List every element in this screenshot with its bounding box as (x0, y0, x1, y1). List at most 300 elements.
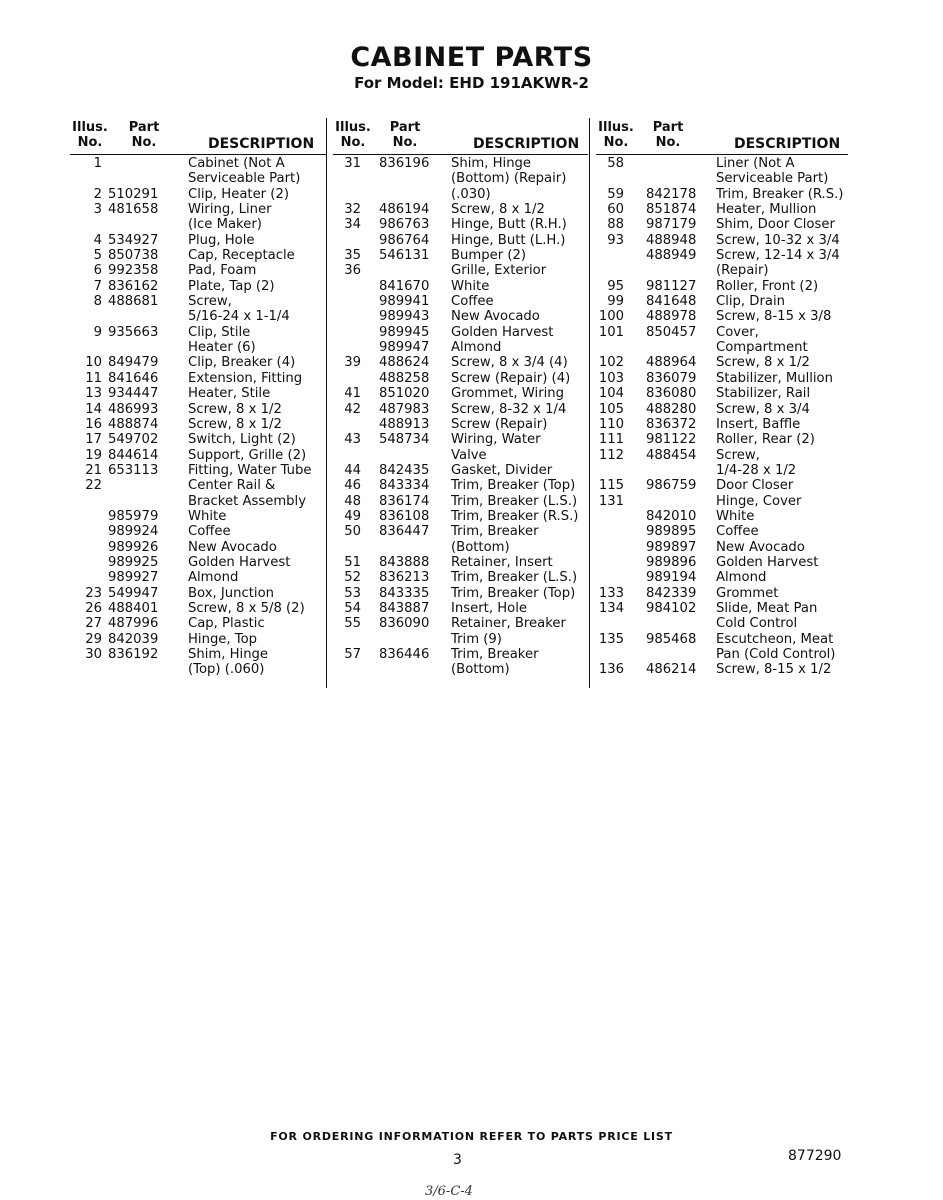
part-description: Shim, Hinge (451, 156, 532, 171)
part-number: 985979 (108, 508, 159, 524)
handwritten-note: 3/6-C-4 (425, 1184, 473, 1199)
part-description: Pan (Cold Control) (716, 647, 836, 662)
illus-number: 53 (344, 585, 361, 601)
table-row (70, 632, 326, 647)
part-description: Shim, Hinge (188, 647, 269, 662)
part-number: 989941 (379, 294, 430, 310)
part-number: 549947 (108, 585, 159, 601)
table-row (70, 355, 326, 370)
illus-number: 110 (598, 416, 624, 432)
part-number: 488280 (646, 401, 697, 417)
part-number: 836108 (379, 508, 430, 524)
part-number: 836446 (379, 647, 430, 662)
part-description: Trim, Breaker (Top) (451, 478, 576, 494)
part-description: Clip, Drain (716, 294, 785, 310)
table-row (333, 448, 588, 463)
table-row (333, 432, 588, 447)
table-row (333, 171, 588, 186)
table-row (333, 263, 588, 278)
table-row (333, 478, 588, 493)
part-description: Screw, 8-15 x 3/8 (716, 309, 832, 325)
table-row (70, 448, 326, 463)
table-row (333, 402, 588, 417)
part-number: 488454 (646, 447, 697, 463)
part-description: Golden Harvest (451, 324, 554, 340)
table-row (333, 555, 588, 570)
table-row (333, 417, 588, 432)
illus-number: 60 (607, 202, 624, 218)
part-description: Support, Grille (2) (188, 447, 307, 463)
table-row (333, 217, 588, 232)
part-number: 987179 (646, 217, 697, 233)
part-number: 841646 (108, 370, 159, 386)
column-header (333, 118, 588, 155)
illus-number: 48 (344, 493, 361, 509)
part-description: Almond (188, 570, 239, 586)
part-number: 488681 (108, 294, 159, 310)
part-number: 849479 (108, 355, 159, 371)
part-description: Roller, Front (2) (716, 278, 819, 294)
part-description: Retainer, Insert (451, 554, 553, 570)
part-description: Bracket Assembly (188, 493, 307, 509)
part-description: Switch, Light (2) (188, 432, 296, 448)
part-description: Center Rail & (188, 478, 276, 494)
part-description: Cabinet (Not A (188, 156, 285, 171)
illus-number: 36 (344, 263, 361, 279)
illus-number: 2 (93, 186, 102, 202)
part-number: 843335 (379, 585, 430, 601)
table-row (70, 279, 326, 294)
part-number: 989924 (108, 524, 159, 540)
part-number: 989926 (108, 539, 159, 555)
table-row (70, 432, 326, 447)
part-number: 841648 (646, 294, 697, 310)
part-description: Compartment (716, 340, 808, 356)
part-description: Screw, 8 x 1/2 (188, 401, 282, 417)
part-number: 851020 (379, 386, 430, 402)
illus-number: 14 (85, 401, 102, 417)
illus-number: 17 (85, 432, 102, 448)
part-description: Clip, Breaker (4) (188, 355, 296, 371)
parts-rows (333, 155, 588, 678)
part-number: 488978 (646, 309, 697, 325)
part-number: 981122 (646, 432, 697, 448)
illus-number: 26 (85, 600, 102, 616)
illus-number: 10 (85, 355, 102, 371)
part-description: Hinge, Butt (L.H.) (451, 232, 566, 248)
illus-number: 8 (93, 294, 102, 310)
part-number: 836372 (646, 416, 697, 432)
part-number: 981127 (646, 278, 697, 294)
part-description: Grommet, Wiring (451, 386, 565, 402)
illus-number: 103 (598, 370, 624, 386)
table-row (70, 294, 326, 309)
table-row (333, 662, 588, 677)
table-row (333, 340, 588, 355)
part-description: Hinge, Top (188, 631, 258, 647)
table-row (70, 340, 326, 355)
part-description: Clip, Heater (2) (188, 186, 289, 202)
part-number: 836090 (379, 616, 430, 632)
table-row (596, 417, 848, 432)
part-number: 836213 (379, 570, 430, 586)
parts-column-2 (333, 118, 588, 678)
illus-number: 41 (344, 386, 361, 402)
part-number: 989895 (646, 524, 697, 540)
part-description: Trim (9) (451, 631, 502, 647)
part-number: 488258 (379, 370, 430, 386)
column-divider (589, 118, 590, 688)
illus-number: 57 (344, 647, 361, 662)
table-row (333, 233, 588, 248)
part-number: 989925 (108, 554, 159, 570)
part-description: Screw, 8-15 x 1/2 (716, 662, 832, 678)
table-row (70, 570, 326, 585)
table-row (70, 555, 326, 570)
part-description: Trim, Breaker (L.S.) (451, 493, 578, 509)
part-number: 986764 (379, 232, 430, 248)
part-description: Escutcheon, Meat (716, 631, 834, 647)
part-number: 488913 (379, 416, 430, 432)
part-description: Plate, Tap (2) (188, 278, 275, 294)
part-number: 984102 (646, 600, 697, 616)
part-number: 989194 (646, 570, 697, 586)
part-description: Golden Harvest (188, 554, 291, 570)
table-row (596, 432, 848, 447)
illus-number: 44 (344, 462, 361, 478)
illus-number: 134 (598, 600, 624, 616)
part-description: Insert, Hole (451, 600, 527, 616)
part-number: 486993 (108, 401, 159, 417)
illus-number: 104 (598, 386, 624, 402)
table-row (70, 540, 326, 555)
table-row (333, 524, 588, 539)
table-row (70, 248, 326, 263)
part-description: Screw, 12-14 x 3/4 (716, 248, 840, 264)
illus-number: 30 (85, 647, 102, 662)
illus-number: 54 (344, 600, 361, 616)
illus-number: 42 (344, 401, 361, 417)
illus-number: 52 (344, 570, 361, 586)
description-header: DESCRIPTION (473, 136, 580, 152)
ordering-info-footer: FOR ORDERING INFORMATION REFER TO PARTS PRICE LIST (270, 1130, 673, 1143)
table-row (333, 325, 588, 340)
part-number: 836192 (108, 647, 159, 662)
table-row (70, 417, 326, 432)
description-header: DESCRIPTION (734, 136, 841, 152)
part-description: Trim, Breaker (R.S.) (451, 508, 579, 524)
part-description: Door Closer (716, 478, 794, 494)
part-description: Bumper (2) (451, 248, 527, 264)
part-header: Part No. (128, 120, 160, 150)
part-description: (Bottom) (451, 662, 510, 678)
part-description: New Avocado (716, 539, 805, 555)
part-number: 992358 (108, 263, 159, 279)
part-number: 989945 (379, 324, 430, 340)
part-description: Trim, Breaker (Top) (451, 585, 576, 601)
illus-number: 19 (85, 447, 102, 463)
part-number: 989897 (646, 539, 697, 555)
part-description: 5/16-24 x 1-1/4 (188, 309, 290, 325)
table-row (70, 478, 326, 493)
part-description: Heater (6) (188, 340, 256, 356)
part-description: (Bottom) (Repair) (451, 171, 567, 187)
illus-number: 21 (85, 462, 102, 478)
part-description: Pad, Foam (188, 263, 257, 279)
part-description: White (451, 278, 490, 294)
table-row (333, 586, 588, 601)
table-row (596, 540, 848, 555)
part-description: Grommet (716, 585, 779, 601)
part-number: 935663 (108, 324, 159, 340)
part-number: 986759 (646, 478, 697, 494)
illus-number: 99 (607, 294, 624, 310)
part-description: Stabilizer, Mullion (716, 370, 833, 386)
part-number: 836080 (646, 386, 697, 402)
table-row (596, 325, 848, 340)
description-header: DESCRIPTION (208, 136, 315, 152)
part-description: Screw (Repair) (451, 416, 548, 432)
table-row (596, 570, 848, 585)
table-row (70, 202, 326, 217)
table-row (596, 279, 848, 294)
table-row (70, 386, 326, 401)
table-row (333, 494, 588, 509)
table-row (70, 263, 326, 278)
illus-number: 5 (93, 248, 102, 264)
table-row (333, 386, 588, 401)
table-row (70, 325, 326, 340)
part-number: 989896 (646, 554, 697, 570)
table-row (333, 509, 588, 524)
part-description: New Avocado (451, 309, 540, 325)
illus-number: 34 (344, 217, 361, 233)
table-row (333, 294, 588, 309)
part-number: 836196 (379, 156, 430, 171)
part-description: Screw, 8 x 3/4 (4) (451, 355, 568, 371)
illus-number: 105 (598, 401, 624, 417)
part-description: Liner (Not A (716, 156, 795, 171)
part-description: Trim, Breaker (451, 524, 539, 540)
table-row (596, 217, 848, 232)
table-row (596, 448, 848, 463)
part-description: Screw, (188, 294, 232, 310)
part-description: (Ice Maker) (188, 217, 262, 233)
table-row (596, 524, 848, 539)
column-header (70, 118, 326, 155)
table-row (70, 156, 326, 171)
part-number: 842435 (379, 462, 430, 478)
part-description: Trim, Breaker (451, 647, 539, 662)
illus-number: 49 (344, 508, 361, 524)
table-row (333, 355, 588, 370)
part-description: Fitting, Water Tube (188, 462, 312, 478)
part-number: 546131 (379, 248, 430, 264)
part-description: Retainer, Breaker (451, 616, 566, 632)
part-description: Coffee (716, 524, 759, 540)
illus-number: 112 (598, 447, 624, 463)
part-description: (Repair) (716, 263, 769, 279)
table-row (70, 233, 326, 248)
table-row (596, 248, 848, 263)
illus-number: 55 (344, 616, 361, 632)
illus-number: 16 (85, 416, 102, 432)
part-number: 989947 (379, 340, 430, 356)
part-number: 836079 (646, 370, 697, 386)
illus-number: 135 (598, 631, 624, 647)
table-row (70, 586, 326, 601)
table-row (333, 570, 588, 585)
illus-number: 9 (93, 324, 102, 340)
table-row (596, 294, 848, 309)
part-number: 488948 (646, 232, 697, 248)
part-number: 487996 (108, 616, 159, 632)
illus-number: 133 (598, 585, 624, 601)
part-description: Serviceable Part) (188, 171, 301, 187)
illus-number: 136 (598, 662, 624, 678)
part-description: Coffee (451, 294, 494, 310)
table-row (596, 386, 848, 401)
table-row (596, 371, 848, 386)
part-description: Cover, (716, 324, 759, 340)
illus-header: Illus. No. (598, 120, 634, 150)
part-description: 1/4-28 x 1/2 (716, 462, 797, 478)
table-row (333, 156, 588, 171)
part-number: 510291 (108, 186, 159, 202)
part-description: Cold Control (716, 616, 798, 632)
table-row (70, 601, 326, 616)
illus-number: 13 (85, 386, 102, 402)
illus-number: 59 (607, 186, 624, 202)
table-row (70, 647, 326, 662)
illus-number: 29 (85, 631, 102, 647)
part-number: 548734 (379, 432, 430, 448)
part-description: Valve (451, 447, 487, 463)
table-row (333, 371, 588, 386)
page-number: 3 (453, 1152, 462, 1168)
table-row (333, 279, 588, 294)
part-header: Part No. (389, 120, 421, 150)
illus-number: 7 (93, 278, 102, 294)
document-number: 877290 (788, 1148, 842, 1164)
illus-number: 4 (93, 232, 102, 248)
table-row (333, 202, 588, 217)
part-description: Screw, 8 x 3/4 (716, 401, 810, 417)
table-row (596, 156, 848, 171)
part-header: Part No. (652, 120, 684, 150)
part-description: (Top) (.060) (188, 662, 265, 678)
table-row (596, 187, 848, 202)
part-description: Screw, 8 x 1/2 (188, 416, 282, 432)
part-description: Serviceable Part) (716, 171, 829, 187)
part-description: Grille, Exterior (451, 263, 547, 279)
part-number: 843887 (379, 600, 430, 616)
illus-number: 43 (344, 432, 361, 448)
illus-number: 102 (598, 355, 624, 371)
table-row (596, 233, 848, 248)
table-row (333, 616, 588, 631)
table-row (596, 555, 848, 570)
part-description: Screw, 8 x 5/8 (2) (188, 600, 305, 616)
part-description: Screw, 8 x 1/2 (451, 202, 545, 218)
part-description: Screw, (716, 447, 760, 463)
part-description: Slide, Meat Pan (716, 600, 818, 616)
table-row (596, 171, 848, 186)
table-row (596, 340, 848, 355)
column-divider (326, 118, 327, 688)
part-number: 836447 (379, 524, 430, 540)
table-row (596, 647, 848, 662)
part-number: 486214 (646, 662, 697, 678)
table-row (596, 662, 848, 677)
part-description: Screw (Repair) (4) (451, 370, 571, 386)
part-description: (.030) (451, 186, 491, 202)
part-number: 487983 (379, 401, 430, 417)
table-row (70, 494, 326, 509)
illus-number: 51 (344, 554, 361, 570)
part-number: 989927 (108, 570, 159, 586)
illus-number: 23 (85, 585, 102, 601)
part-description: Roller, Rear (2) (716, 432, 815, 448)
table-row (70, 371, 326, 386)
part-number: 851874 (646, 202, 697, 218)
illus-number: 27 (85, 616, 102, 632)
illus-number: 95 (607, 278, 624, 294)
illus-number: 101 (598, 324, 624, 340)
table-row (70, 662, 326, 677)
part-description: Trim, Breaker (L.S.) (451, 570, 578, 586)
part-description: White (716, 508, 755, 524)
part-number: 841670 (379, 278, 430, 294)
table-row (70, 217, 326, 232)
part-description: Golden Harvest (716, 554, 819, 570)
illus-number: 111 (598, 432, 624, 448)
part-number: 843334 (379, 478, 430, 494)
part-number: 836162 (108, 278, 159, 294)
part-description: Hinge, Butt (R.H.) (451, 217, 567, 233)
table-row (70, 309, 326, 324)
parts-rows (596, 155, 848, 678)
part-description: Coffee (188, 524, 231, 540)
part-description: Box, Junction (188, 585, 275, 601)
table-row (333, 601, 588, 616)
illus-number: 58 (607, 156, 624, 171)
table-row (70, 616, 326, 631)
illus-number: 35 (344, 248, 361, 264)
table-row (596, 494, 848, 509)
part-number: 549702 (108, 432, 159, 448)
illus-number: 100 (598, 309, 624, 325)
table-row (70, 524, 326, 539)
table-row (333, 540, 588, 555)
table-row (596, 202, 848, 217)
part-number: 488964 (646, 355, 697, 371)
illus-number: 88 (607, 217, 624, 233)
part-description: Screw, 10-32 x 3/4 (716, 232, 840, 248)
model-subtitle: For Model: EHD 191AKWR-2 (354, 74, 589, 92)
illus-number: 46 (344, 478, 361, 494)
part-number: 481658 (108, 202, 159, 218)
illus-number: 93 (607, 232, 624, 248)
part-description: Wiring, Liner (188, 202, 272, 218)
part-number: 836174 (379, 493, 430, 509)
illus-number: 32 (344, 202, 361, 218)
table-row (70, 509, 326, 524)
part-number: 934447 (108, 386, 159, 402)
table-row (596, 586, 848, 601)
part-description: Hinge, Cover (716, 493, 802, 509)
table-row (70, 187, 326, 202)
